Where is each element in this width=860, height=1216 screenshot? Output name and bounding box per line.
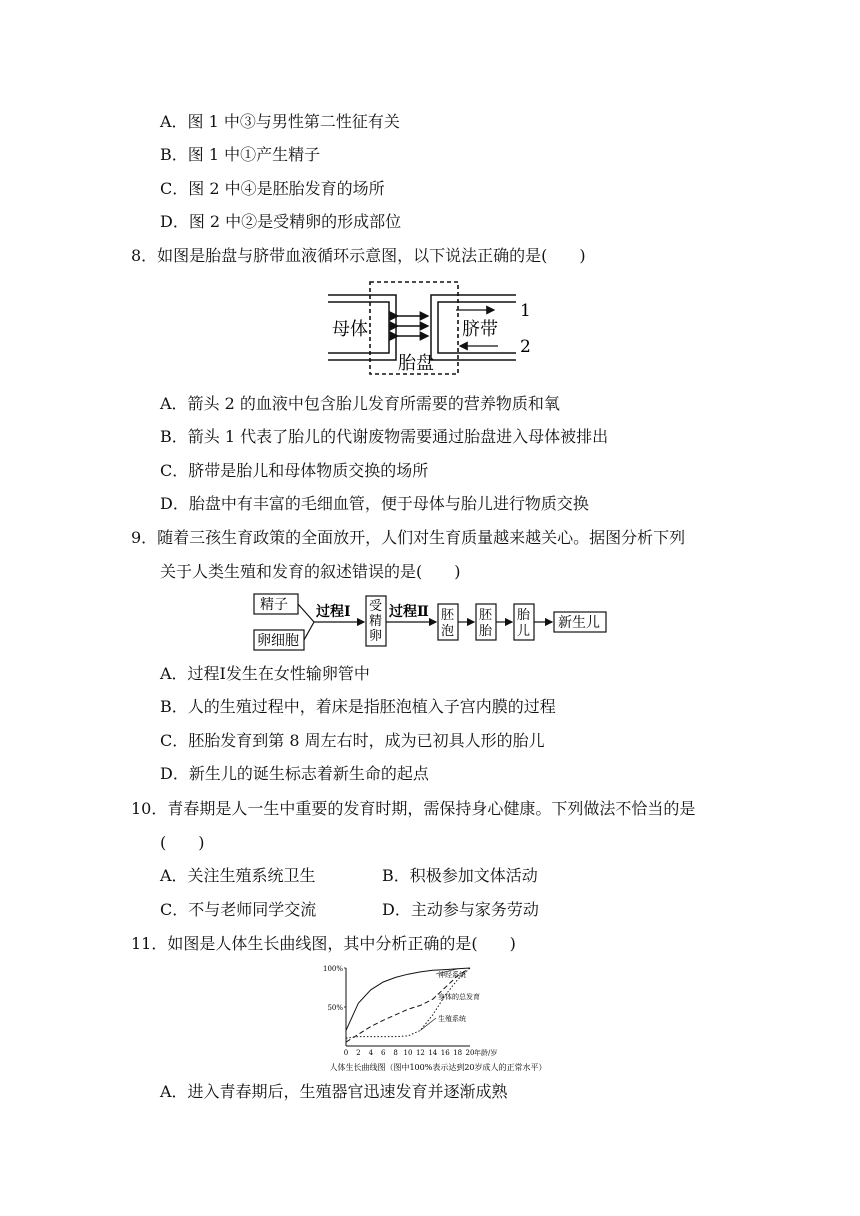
q9-option-c: C．胚胎发育到第 8 周左右时，成为已初具人形的胎儿 — [160, 731, 545, 750]
q9-stem-line2: 关于人类生殖和发育的叙述错误的是( ) — [160, 562, 461, 581]
x-tick-label: 4 — [368, 1049, 374, 1057]
x-tick-label: 2 — [356, 1049, 361, 1057]
q10-stem-line2: ( ) — [160, 833, 205, 852]
q9-option-a: A．过程Ⅰ发生在女性输卵管中 — [160, 664, 370, 683]
arrow-1-label: 1 — [520, 301, 531, 321]
x-tick-label: 16 — [440, 1049, 450, 1057]
embryo-char-2: 胎 — [479, 624, 493, 639]
q10-option-c: C．不与老师同学交流 — [160, 900, 317, 919]
q7-option-a: A．图 1 中③与男性第二性征有关 — [160, 112, 400, 131]
newborn-label: 新生儿 — [558, 615, 600, 631]
q7-option-b: B．图 1 中①产生精子 — [160, 145, 321, 164]
q9-option-d: D．新生儿的诞生标志着新生命的起点 — [160, 764, 429, 783]
zygote-char-2: 精 — [369, 614, 383, 629]
series-line — [346, 968, 470, 1042]
x-tick-label: 12 — [415, 1049, 425, 1057]
q7-option-c: C．图 2 中④是胚胎发育的场所 — [160, 179, 385, 198]
egg-label: 卵细胞 — [257, 633, 299, 649]
q7-option-d: D．图 2 中②是受精卵的形成部位 — [160, 212, 402, 231]
q8-stem: 8．如图是胎盘与脐带血液循环示意图，以下说法正确的是( ) — [131, 246, 586, 265]
x-tick-label: 14 — [428, 1049, 438, 1057]
y-tick-label: 100% — [322, 965, 343, 973]
fetus-char-2: 儿 — [517, 624, 531, 639]
fetus-char-1: 胎 — [517, 608, 531, 623]
blastocyst-char-1: 胚 — [441, 608, 455, 623]
q8-option-d: D．胎盘中有丰富的毛细血管，便于母体与胎儿进行物质交换 — [160, 494, 589, 513]
q10-option-d: D．主动参与家务劳动 — [382, 900, 539, 919]
q8-option-b: B．箭头 1 代表了胎儿的代谢废物需要通过胎盘进入母体被排出 — [160, 427, 609, 446]
placenta-label: 胎盘 — [398, 353, 434, 374]
embryo-char-1: 胚 — [479, 608, 493, 623]
zygote-char-1: 受 — [369, 599, 383, 614]
q11-stem: 11．如图是人体生长曲线图，其中分析正确的是( ) — [131, 934, 516, 953]
q11-option-a: A．进入青春期后，生殖器官迅速发育并逐渐成熟 — [160, 1082, 508, 1101]
x-tick-label: 6 — [380, 1049, 386, 1057]
q9-stem-line1: 9．随着三孩生育政策的全面放开，人们对生育质量越来越关心。据图分析下列 — [131, 528, 686, 547]
q8-option-c: C．脐带是胎儿和母体物质交换的场所 — [160, 461, 429, 480]
y-tick-label: 50% — [327, 1004, 343, 1012]
q10-option-b: B．积极参加文体活动 — [382, 866, 538, 885]
series-leader — [433, 996, 436, 999]
cord-label: 脐带 — [462, 319, 498, 340]
placenta-circulation-diagram — [328, 280, 538, 378]
process-1-label: 过程Ⅰ — [316, 604, 351, 620]
growth-curve-chart — [318, 962, 558, 1074]
series-label: 身体的总发育 — [438, 993, 480, 1001]
q10-stem-line1: 10．青春期是人一生中重要的发育时期，需保持身心健康。下列做法不恰当的是 — [131, 799, 696, 818]
series-label: 神经系统 — [438, 971, 466, 979]
x-axis-label: 年龄/岁 — [474, 1049, 498, 1057]
reproduction-flow-diagram — [252, 592, 612, 656]
sperm-label: 精子 — [260, 597, 288, 613]
q9-option-b: B．人的生殖过程中，着床是指胚泡植入子宫内膜的过程 — [160, 697, 556, 716]
series-label: 生殖系统 — [438, 1015, 466, 1023]
chart-title: 人体生长曲线图（图中100%表示达到20岁成人的正常水平） — [329, 1063, 547, 1072]
blastocyst-char-2: 泡 — [441, 624, 455, 639]
x-tick-label: 8 — [393, 1049, 398, 1057]
q8-option-a: A．箭头 2 的血液中包含胎儿发育所需要的营养物质和氧 — [160, 394, 560, 413]
x-tick-label: 20 — [465, 1049, 475, 1057]
x-tick-label: 10 — [403, 1049, 413, 1057]
mother-label: 母体 — [332, 319, 368, 340]
x-tick-label: 18 — [453, 1049, 463, 1057]
process-2-label: 过程Ⅱ — [389, 604, 429, 620]
q10-option-a: A．关注生殖系统卫生 — [160, 866, 316, 885]
arrow-2-label: 2 — [520, 337, 531, 357]
x-tick-label: 0 — [343, 1049, 349, 1057]
zygote-char-3: 卵 — [369, 629, 383, 644]
